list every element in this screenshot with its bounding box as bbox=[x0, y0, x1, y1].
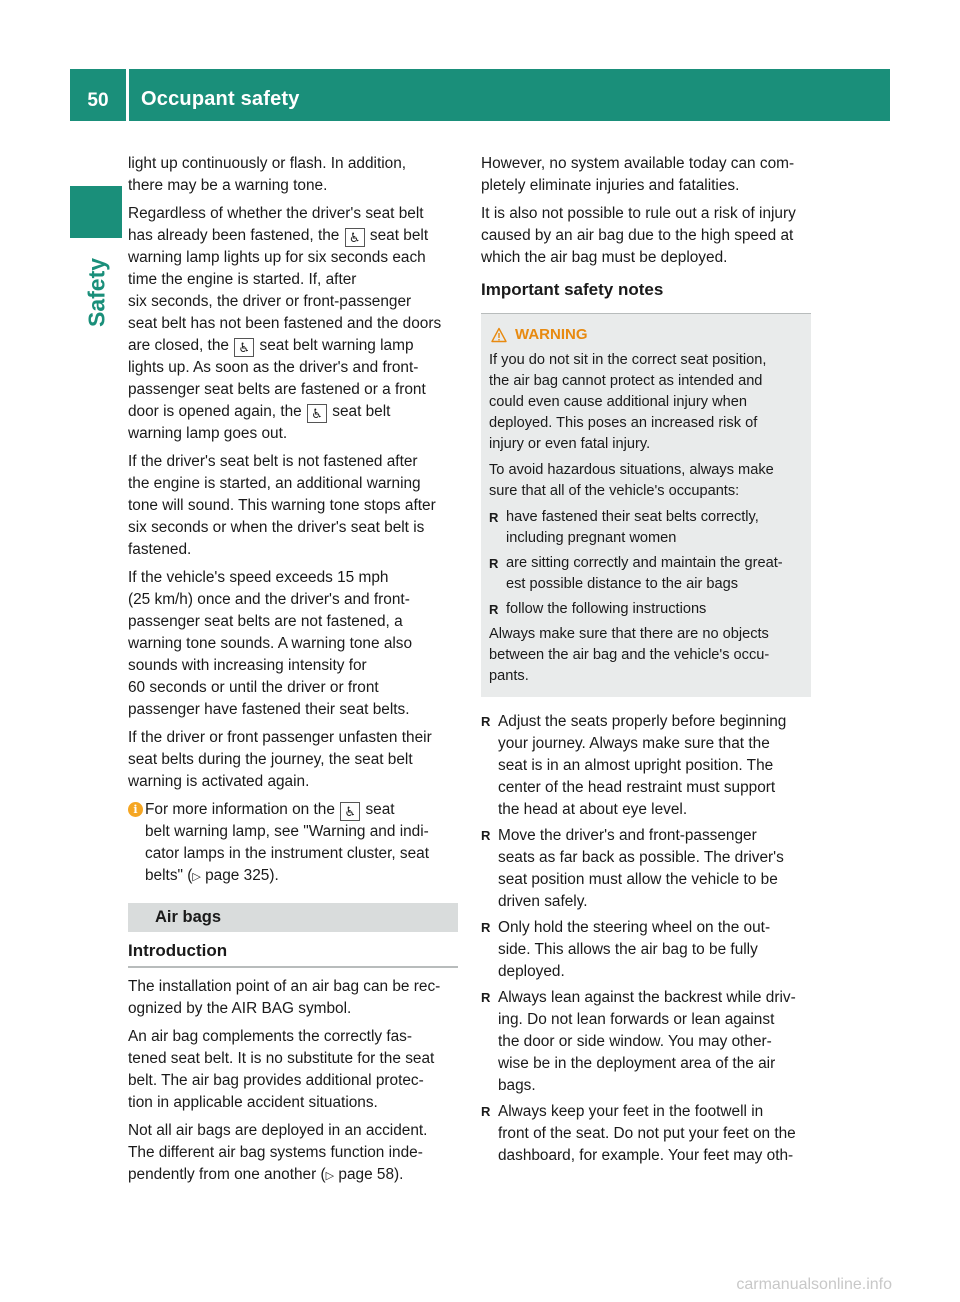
text: Always lean against the backrest while driv- ing. Do not lean forwards or lean against the door or side window. You may other- wise be in the deployment area of the air bags. bbox=[498, 989, 796, 1094]
paragraph: light up continuously or flash. In addition, there may be a warning tone. bbox=[128, 155, 407, 194]
bullet-mark: R bbox=[481, 828, 491, 843]
warning-triangle-icon bbox=[491, 327, 507, 343]
paragraph bbox=[128, 1120, 461, 1187]
seatbelt-warning-icon: ♿ bbox=[234, 338, 254, 357]
text: Only hold the steering wheel on the out- side. This allows the air bag to be fully deployed. bbox=[498, 919, 771, 980]
warning-box bbox=[481, 314, 811, 697]
right-bullet-list bbox=[481, 711, 814, 1171]
seatbelt-warning-icon: ♿ bbox=[307, 404, 327, 423]
header-divider bbox=[126, 69, 129, 121]
list-item bbox=[481, 825, 814, 913]
section-title: Air bags bbox=[128, 903, 458, 932]
info-note bbox=[128, 799, 461, 888]
paragraph: If the vehicle's speed exceeds 15 mph (25 km/h) once and the driver's and front- passenger seat belts are not fastened, a warning tone sounds. A warning tone also sounds with increasing intensity for 60 seconds or until the driver or front passenger have fastened their seat belts. bbox=[128, 569, 413, 718]
page-number: 50 bbox=[87, 90, 109, 111]
bullet-mark: R bbox=[481, 990, 491, 1005]
text: seat belt warning lamp, see "Warning and indi- cator lamps in the instrument cluster, seat belts" ( bbox=[145, 801, 429, 884]
paragraph: The installation point of an air bag can be rec- ognized by the AIR BAG symbol. bbox=[128, 978, 441, 1017]
warning-title: WARNING bbox=[515, 326, 588, 343]
bullet-mark: R bbox=[489, 556, 499, 571]
section-side-tab: Safety bbox=[83, 257, 110, 327]
left-lower-text bbox=[128, 976, 461, 1193]
bullet-mark: R bbox=[489, 602, 499, 617]
warning-paragraph: To avoid hazardous situations, always make sure that all of the vehicle's occupants: bbox=[489, 462, 774, 499]
text: seat belt warning lamp lights up for six seconds each time the engine is started. If, after six seconds, the driver or front-passenger seat belt has not been fastened and the doors are closed, the bbox=[128, 227, 442, 354]
paragraph: If the driver or front passenger unfasten their seat belts during the journey, the seat belt warning is activated again. bbox=[128, 729, 432, 790]
text: are sitting correctly and maintain the great- est possible distance to the air bags bbox=[506, 555, 783, 592]
list-item bbox=[481, 1101, 814, 1167]
text: Always keep your feet in the footwell in front of the seat. Do not put your feet on the dashboard, for example. Your feet may oth- bbox=[498, 1103, 796, 1164]
paragraph-seatbelt bbox=[128, 203, 461, 445]
side-block bbox=[70, 186, 122, 238]
text: seat belt warning lamp goes out. bbox=[128, 403, 391, 442]
text: have fastened their seat belts correctly, including pregnant women bbox=[506, 509, 759, 546]
right-column bbox=[481, 153, 814, 301]
info-icon: i bbox=[128, 802, 143, 817]
footer-watermark: carmanualsonline.info bbox=[736, 1276, 892, 1293]
page-reference-link[interactable]: page 58). bbox=[334, 1166, 404, 1183]
warning-bullet bbox=[489, 553, 803, 595]
text: Regardless of whether the driver's seat belt has already been fastened, the bbox=[128, 205, 424, 244]
text: Adjust the seats properly before beginning your journey. Always make sure that the seat is in an almost upright position. The center of the head restraint must support the head at about eye level. bbox=[498, 713, 787, 818]
page-reference-arrow-icon: ▷ bbox=[325, 1170, 335, 1182]
list-item bbox=[481, 917, 814, 983]
page-reference-link[interactable]: page 325). bbox=[200, 867, 279, 884]
page-reference-arrow-icon: ▷ bbox=[192, 871, 201, 883]
left-lower-column bbox=[128, 940, 461, 962]
subheading: Important safety notes bbox=[481, 280, 664, 299]
paragraph: An air bag complements the correctly fas- tened seat belt. It is no substitute for the seat belt. The air bag provides additional protec- tion in applicable accident situations. bbox=[128, 1028, 435, 1111]
subheading: Introduction bbox=[128, 941, 228, 960]
seatbelt-warning-icon: ♿ bbox=[340, 802, 360, 821]
text: seat belt warning lamp lights up. As soon as the driver's and front- passenger seat belts are fastened or a front door is opened again, the bbox=[128, 337, 426, 420]
text: Not all air bags are deployed in an accident. The different air bag systems function inde- pendently from one another ( bbox=[128, 1122, 428, 1183]
bullet-mark: R bbox=[481, 920, 491, 935]
bullet-mark: R bbox=[481, 714, 491, 729]
seatbelt-warning-icon: ♿ bbox=[345, 228, 365, 247]
warning-paragraph: If you do not sit in the correct seat position, the air bag cannot protect as intended and could even cause additional injury when deployed. This poses an increased risk of injury or even fatal injury. bbox=[489, 352, 767, 452]
text: Move the driver's and front-passenger seats as far back as possible. The driver's seat position must allow the vehicle to be driven safely. bbox=[498, 827, 784, 910]
page-title: Occupant safety bbox=[141, 88, 300, 110]
warning-paragraph: Always make sure that there are no objects between the air bag and the vehicle's occu- pants. bbox=[489, 626, 770, 684]
text: For more information on the bbox=[145, 801, 340, 818]
bullet-mark: R bbox=[481, 1104, 491, 1119]
warning-bullet bbox=[489, 599, 803, 620]
list-item bbox=[481, 987, 814, 1097]
bullet-mark: R bbox=[489, 510, 499, 525]
list-item bbox=[481, 711, 814, 821]
warning-bullet bbox=[489, 507, 803, 549]
subheading-rule bbox=[128, 966, 458, 968]
text: follow the following instructions bbox=[506, 601, 707, 617]
paragraph: However, no system available today can com- pletely eliminate injuries and fatalities. bbox=[481, 155, 795, 194]
left-column bbox=[128, 153, 461, 888]
warning-heading bbox=[489, 324, 803, 345]
paragraph: It is also not possible to rule out a risk of injury caused by an air bag due to the high speed at which the air bag must be deployed. bbox=[481, 205, 796, 266]
paragraph: If the driver's seat belt is not fastened after the engine is started, an additional warning tone will sound. This warning tone stops after six seconds or when the driver's seat belt is fastened. bbox=[128, 453, 436, 558]
